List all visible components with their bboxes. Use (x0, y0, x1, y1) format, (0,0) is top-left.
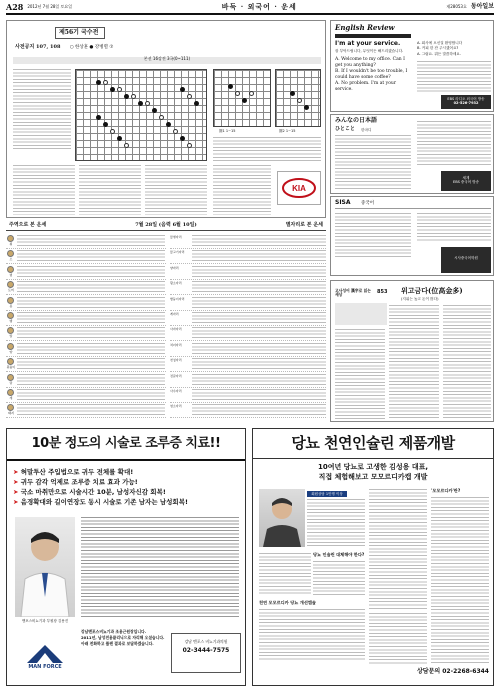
zodiac-icon (7, 235, 14, 242)
page-header (6, 2, 494, 15)
zodiac-label: 원숭이 (6, 365, 16, 370)
fortune-star-row (170, 280, 326, 295)
baduk-fig-text (213, 137, 321, 161)
english-right-text (417, 61, 491, 93)
sisa-sub: 중국어 (361, 201, 375, 206)
english-ad-phone: 02-526-7932 (453, 101, 479, 106)
fortune-star-row (170, 265, 326, 280)
ad-left-bullet-2: ➤ 귀두 감각 억제로 조루증 치료 효과 가능! (13, 478, 138, 487)
zodiac-text (17, 266, 165, 279)
baduk-title: 제56기 국수전 (59, 29, 99, 36)
hanja-sub: (지위는 높고 돈이 많다) (401, 297, 439, 301)
star-sign-label: 사자자리 (170, 327, 182, 332)
svg-text:KIA: KIA (292, 184, 306, 193)
hanja-title: 위고금다(位高金多) (401, 286, 463, 295)
chinese-ad-label: 세계 (462, 176, 470, 180)
english-item-3: A. No problem. I'm at your service. (335, 81, 396, 93)
fortune-zodiac-row (6, 311, 166, 326)
fortune-star-row (170, 342, 326, 357)
ad-left-headline: 10분 정도의 시술로 조루증 치료!! (31, 435, 221, 451)
ad-left-contact-box (171, 633, 241, 673)
sisa-section (330, 196, 494, 276)
star-sign-text (192, 389, 326, 402)
fortune-date: 7월 28일 (음력 6월 10일) (135, 222, 197, 229)
english-section (330, 20, 494, 112)
baduk-subtitle: 본선 16강전 3국(0~111) (13, 57, 321, 64)
baduk-fig2-caption: 图2 1~15 (279, 129, 296, 133)
doctor-caption: 맨포스비뇨기과 부원장 김용진 (21, 619, 69, 623)
zodiac-text (17, 389, 165, 402)
fortune-section (6, 222, 326, 422)
star-sign-text (192, 404, 326, 417)
fortune-star-row (170, 311, 326, 326)
ad-right-text-e (369, 489, 427, 609)
star-sign-text (192, 312, 326, 325)
english-ad-text: EBS 라디오 외국어 방송 (447, 97, 485, 101)
fortune-zodiac-row (6, 403, 166, 418)
zodiac-text (17, 374, 165, 387)
zodiac-label: 개 (9, 396, 13, 400)
star-sign-label: 염소자리 (170, 404, 182, 409)
hanja-text-col3 (443, 305, 491, 419)
ad-right-text-f (431, 497, 489, 665)
star-sign-label: 물고기자리 (170, 250, 185, 255)
ad-left-bullet-1: ➤ 혀말투산 주입법으로 귀두 전체를 확대! (13, 468, 134, 476)
zodiac-icon (7, 343, 14, 350)
zodiac-label: 뱀 (9, 319, 13, 323)
zodiac-text (17, 404, 165, 417)
zodiac-label: 쥐 (9, 242, 13, 246)
fortune-zodiac-row (6, 234, 166, 249)
manforce-emblem-icon (25, 643, 65, 665)
kia-logo-icon (281, 177, 317, 199)
ad-left-clinic-3: 아래 전화하고 플랜 결과로 보답하겠습니다. (81, 641, 154, 647)
english-title: English Review (335, 23, 395, 32)
ad-right-text-b (259, 553, 311, 595)
ad-right (252, 428, 494, 686)
fortune-zodiac-row (6, 388, 166, 403)
fortune-star-row (170, 357, 326, 372)
fortune-zodiac-row (6, 249, 166, 264)
ad-right-headline: 당뇨 천연인슐린 제품개발 (291, 433, 455, 452)
zodiac-icon (7, 266, 14, 273)
star-sign-label: 물병자리 (170, 235, 182, 239)
fortune-star-row (170, 296, 326, 311)
zodiac-text (17, 312, 165, 325)
english-right-item-1: A. 회사에 오신걸 환영합니다 (417, 41, 463, 45)
star-sign-label: 황소자리 (170, 281, 182, 286)
japanese-phrase: ひとこと (335, 126, 356, 132)
fortune-star-row (170, 234, 326, 249)
baduk-players: ○ 한상훈 ● 강병렬 ⑦ (69, 45, 114, 50)
japanese-title: みんなの日本語 (335, 117, 378, 124)
sisa-title: SISA (335, 199, 351, 206)
ad-right-subhead-1: 당뇨 인슐린 대체해야 한다? (313, 552, 365, 557)
fortune-zodiac-row (6, 373, 166, 388)
ad-left-bullet-3: ➤ 국소 마취만으로 시술시간 10분, 남성자신감 회복! (13, 488, 166, 497)
hanja-number: 853 (377, 289, 388, 295)
zodiac-label: 양 (9, 349, 13, 354)
star-sign-text (192, 235, 326, 248)
doctor-photo (15, 517, 75, 617)
fortune-star-list (170, 234, 326, 420)
ad-left-contact-phone: 02-3444-7575 (182, 647, 230, 655)
star-sign-text (192, 266, 326, 279)
japanese-text-right (417, 121, 491, 165)
baduk-text-col4 (145, 165, 207, 215)
zodiac-icon (7, 389, 14, 396)
ceo-photo (259, 489, 305, 547)
fortune-star-title: 별자리로 본 운세 (285, 222, 323, 229)
zodiac-text (17, 297, 165, 310)
ad-right-text-a (307, 499, 365, 547)
english-right-item-3: A. 그럼요. 뭐든 말씀하세요. (417, 51, 461, 56)
doctor-figure-icon (15, 517, 75, 617)
star-sign-text (192, 327, 326, 340)
ad-right-text-d (259, 609, 365, 661)
zodiac-label: 닭 (9, 380, 13, 385)
fortune-star-row (170, 249, 326, 264)
baduk-text-col1 (13, 69, 71, 151)
japanese-text-left (335, 135, 411, 191)
section-title: 바둑 · 외국어 · 운세 (221, 2, 297, 12)
hanja-author-box (335, 303, 387, 325)
zodiac-text (17, 281, 165, 294)
star-sign-text (192, 250, 326, 263)
fortune-zodiac-list (6, 234, 166, 420)
star-sign-text (192, 374, 326, 387)
zodiac-text (17, 235, 165, 248)
sisa-text-right (417, 213, 491, 241)
fortune-zodiac-row (6, 265, 166, 280)
star-sign-text (192, 297, 326, 310)
star-sign-text (192, 343, 326, 356)
star-sign-label: 쌍둥이자리 (170, 296, 185, 301)
fortune-star-row (170, 388, 326, 403)
japanese-sub: 한마디 (361, 128, 372, 132)
baduk-section (6, 20, 326, 218)
ad-left-body-text (81, 517, 239, 617)
baduk-text-col5 (213, 165, 271, 215)
hanja-text-col2 (389, 305, 439, 419)
baduk-logo-box (55, 27, 105, 39)
zodiac-text (17, 358, 165, 371)
date-line: 2012년 7월 28일 토요일 (27, 4, 73, 10)
star-sign-label: 사수자리 (170, 389, 182, 393)
fortune-star-row (170, 403, 326, 418)
hanja-section (330, 280, 494, 422)
star-sign-label: 천칭자리 (170, 358, 182, 363)
ad-right-text-g (369, 613, 427, 665)
star-sign-label: 전갈자리 (170, 373, 182, 378)
zodiac-label: 범 (9, 272, 13, 277)
zodiac-text (17, 343, 165, 356)
page-code: 제28053호 (446, 4, 467, 10)
ad-right-text-c (313, 561, 365, 595)
english-subhead: 잘 부탁드립니다, 무엇이든 해드리겠습니다. (335, 49, 404, 53)
baduk-match: 사전공지 107, 108 (15, 44, 61, 50)
zodiac-text (17, 327, 165, 340)
fortune-zodiac-row (6, 280, 166, 295)
fortune-star-row (170, 326, 326, 341)
baduk-sponsor-logo (277, 171, 321, 205)
chinese-ad-box (441, 171, 491, 191)
english-ad-box (441, 95, 491, 109)
ad-right-subhead-3: '모모르디카'란? (431, 488, 461, 493)
sisa-ad-text: 시사중국어학원 (454, 256, 478, 260)
japanese-section (330, 114, 494, 194)
sisa-ad-box (441, 247, 491, 273)
fortune-zodiac-row (6, 342, 166, 357)
ad-left-bullet-4: ➤ 음경확대와 길이연장도 동시 시술로 기존 남자는 남성회복! (13, 498, 188, 507)
star-sign-text (192, 281, 326, 294)
ad-right-caption: 회원상담 1만명 이상 (307, 491, 347, 497)
zodiac-label: 돼지 (8, 411, 14, 416)
hanja-text-col1 (335, 329, 385, 419)
publication-name: 동아일보 (470, 3, 494, 11)
baduk-board-fig2 (275, 69, 321, 127)
zodiac-label: 토끼 (8, 288, 14, 293)
zodiac-text (17, 250, 165, 263)
star-sign-label: 게자리 (170, 312, 179, 316)
page-number: A28 (6, 1, 24, 12)
baduk-board-fig1 (213, 69, 271, 127)
zodiac-label: 소 (9, 257, 13, 262)
star-sign-text (192, 358, 326, 371)
english-right-item-2: B. 커피 한 잔 주시겠어요? (417, 46, 459, 51)
star-sign-label: 양자리 (170, 265, 179, 270)
ad-left-clinic-1: 강남맨포스비뇨기과 조용근원장입니다. (81, 629, 147, 634)
ad-left (6, 428, 246, 686)
ad-right-sub2: 직접 체험해보고 모모르디카캡 개발 (318, 472, 428, 481)
ad-right-subhead-2: 천연 모모르디카 당뇨 개선캡슐 (259, 600, 316, 605)
sisa-text-left (335, 213, 411, 257)
ceo-figure-icon (259, 489, 305, 547)
manforce-logo-text: MAN FORCE (28, 664, 62, 671)
ad-right-sub1: 10여년 당뇨로 고생한 김성용 대표, (317, 463, 429, 471)
baduk-text-col2 (13, 165, 75, 215)
chinese-ad-text: EBS 중국어 방송 (453, 180, 479, 185)
hanja-label: 고사성어 漢字로 읽는 세상 (335, 288, 371, 298)
zodiac-icon (7, 374, 14, 381)
ad-left-clinic-2: 2011년, 남성전용클리닉으로 자리해 오셨습니다. (81, 635, 165, 641)
english-headline: I'm at your service. (335, 40, 401, 47)
fortune-star-row (170, 373, 326, 388)
fortune-zodiac-row (6, 326, 166, 341)
english-item-2: B. If I wouldn't be too trouble, I could have some coffee? (335, 69, 408, 81)
ad-right-contact: 상담문의 02-2268-6344 (416, 668, 489, 675)
baduk-fig1-caption: 图1 1~15 (219, 129, 236, 133)
zodiac-label: 용 (9, 303, 13, 308)
fortune-title: 주역으로 본 운세 (9, 222, 47, 229)
zodiac-icon (7, 312, 14, 319)
ad-left-contact-name: 강남 맨포스 비뇨기과의원 (184, 639, 228, 644)
zodiac-icon (7, 297, 14, 304)
star-sign-label: 처녀자리 (170, 342, 182, 347)
baduk-board-main (75, 69, 207, 161)
manforce-logo (15, 637, 75, 677)
fortune-zodiac-row (6, 357, 166, 372)
fortune-zodiac-row (6, 296, 166, 311)
baduk-text-col3 (79, 165, 141, 215)
zodiac-label: 말 (9, 334, 13, 339)
english-item-1: A. Welcome to my office. Can I get you anything? (335, 57, 405, 69)
